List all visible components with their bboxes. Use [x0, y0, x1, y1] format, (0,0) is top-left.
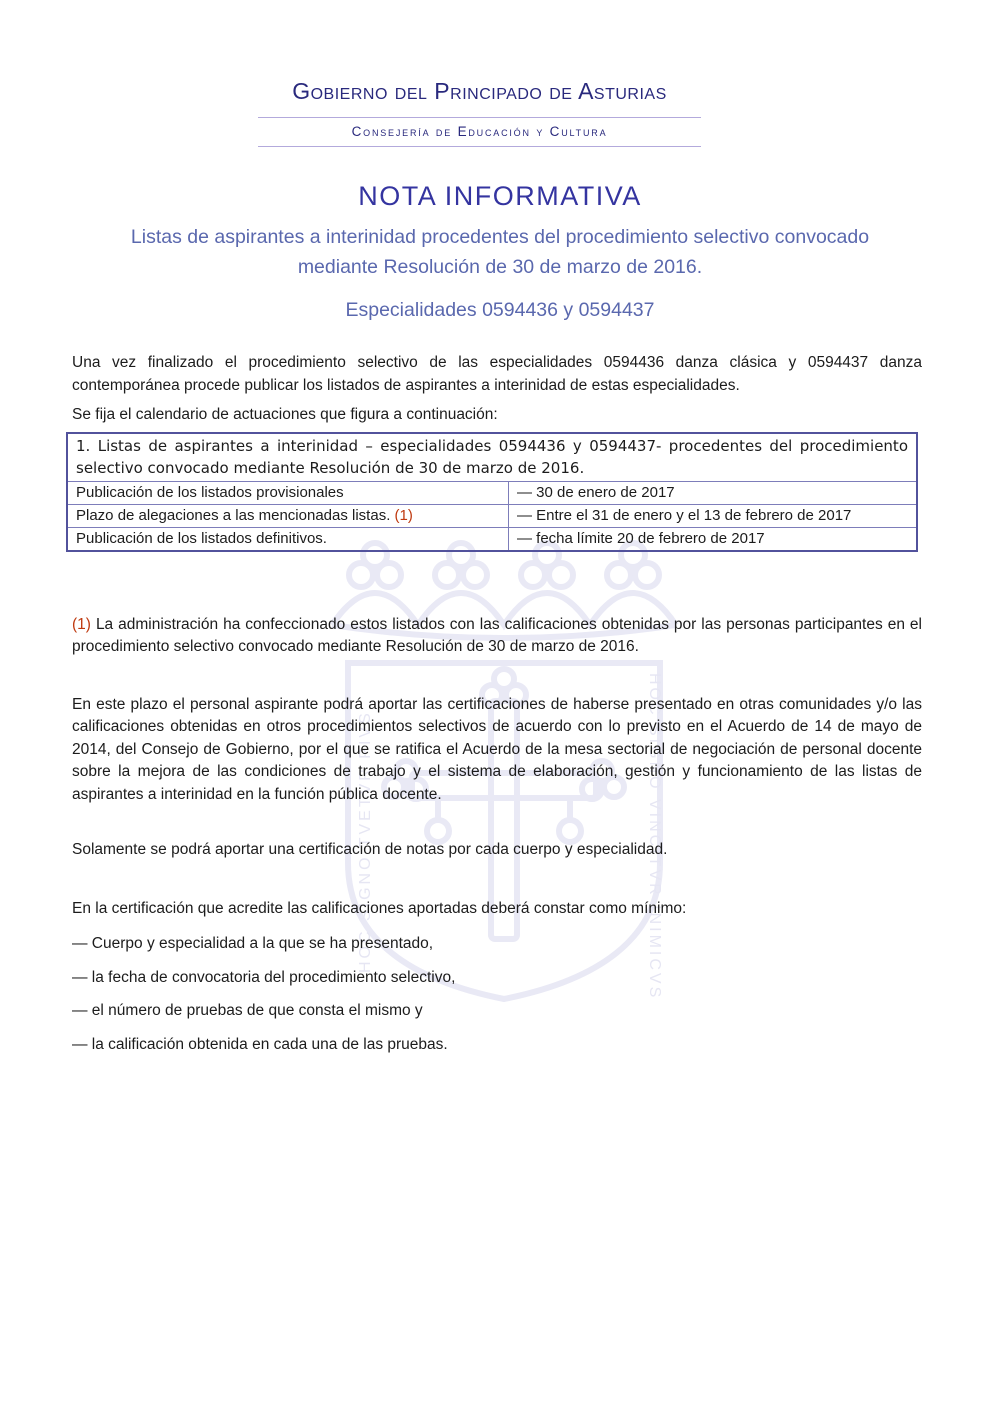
table-cell-label: [67, 527, 509, 551]
row-label: Publicación de los listados provisionales: [76, 483, 344, 501]
table-cell-value: — 30 de enero de 2017: [509, 481, 918, 504]
paragraph-footnote: [72, 614, 922, 659]
calendar-table: [66, 432, 918, 552]
list-item: — la calificación obtenida en cada una de las pruebas.: [72, 1035, 448, 1053]
table-cell-label: [67, 481, 509, 504]
table-cell-label: [67, 504, 509, 527]
paragraph-certificacion-lead: En la certificación que acredite las calificaciones aportadas deberá constar como mínimo:: [72, 899, 687, 917]
government-name: Gobierno del Principado de Asturias: [292, 78, 667, 104]
table-cell-value: — Entre el 31 de enero y el 13 de febrero de 2017: [509, 504, 918, 527]
paragraph-solamente: Solamente se podrá aportar una certificación de notas por cada cuerpo y especialidad.: [72, 841, 668, 858]
letterhead: [258, 78, 701, 147]
table-row: [67, 481, 917, 504]
footnote-text: La administración ha confeccionado estos listados con las calificaciones obtenidas por las personas participantes en el procedimiento selectivo convocado mediante Resolución de 30 de marzo de 2016.: [72, 615, 922, 655]
paragraph-calendar-lead: Se fija el calendario de actuaciones que figura a continuación:: [72, 406, 498, 423]
row-note-marker: (1): [394, 506, 413, 524]
table-row: [67, 527, 917, 551]
footnote-marker: (1): [72, 615, 91, 633]
requirements-list: [72, 933, 922, 1056]
page-title: NOTA INFORMATIVA: [358, 181, 642, 211]
list-item: — la fecha de convocatoria del procedimiento selectivo,: [72, 968, 456, 986]
subtitle-block: [100, 222, 900, 325]
table-header-row: [67, 433, 917, 482]
watermark-motto-right: HOC SIGNO VINCITVR INIMICVS: [646, 673, 663, 1001]
paragraph-intro: Una vez finalizado el procedimiento selectivo de las especialidades 0594436 danza clásica y 0594437 danza contemporánea procede publicar los listados de aspirantes a interinidad de estas especialidades.: [72, 354, 922, 394]
list-item: — Cuerpo y especialidad a la que se ha presentado,: [72, 935, 434, 952]
letterhead-divider-top: [258, 117, 701, 118]
list-item: — el número de pruebas de que consta el mismo y: [72, 1002, 423, 1019]
subtitle-text: Listas de aspirantes a interinidad procedentes del procedimiento selectivo convocado mediante Resolución de 30 de marzo de 2016.: [130, 226, 870, 278]
table-header-cell: 1. Listas de aspirantes a interinidad – especialidades 0594436 y 0594437- procedentes del procedimiento selectivo convocado mediante Resolución de 30 de marzo de 2016.: [67, 433, 917, 482]
row-label: Publicación de los listados definitivos.: [76, 529, 327, 547]
paragraph-plazo: En este plazo el personal aspirante podrá aportar las certificaciones de haberse presentado en otras comunidades y/o las calificaciones obtenidas en otros procedimientos selectivos de acuerdo con lo previsto en el Acuerdo de 14 de mayo de 2014, del Consejo de Gobierno, por el que se ratifica el Acuerdo de la mesa sectorial de negociación de personal docente sobre la mejora de las condiciones de trabajo y el sistema de elaboración, gestión y funcionamiento de las listas de aspirantes a interinidad en la función pública docente.: [72, 695, 922, 803]
watermark-motto-left: HOC SIGNO TVETVR PIVS: [357, 710, 374, 973]
subtitle-specialties: Especialidades 0594436 y 0594437: [345, 299, 655, 321]
document-body: [72, 352, 922, 1056]
row-label: Plazo de alegaciones a las mencionadas listas.: [76, 506, 391, 524]
department-name: Consejería de Educación y Cultura: [351, 124, 608, 139]
letterhead-divider-bottom: [258, 146, 701, 147]
table-row: [67, 504, 917, 527]
table-cell-value: — fecha límite 20 de febrero de 2017: [509, 527, 918, 551]
